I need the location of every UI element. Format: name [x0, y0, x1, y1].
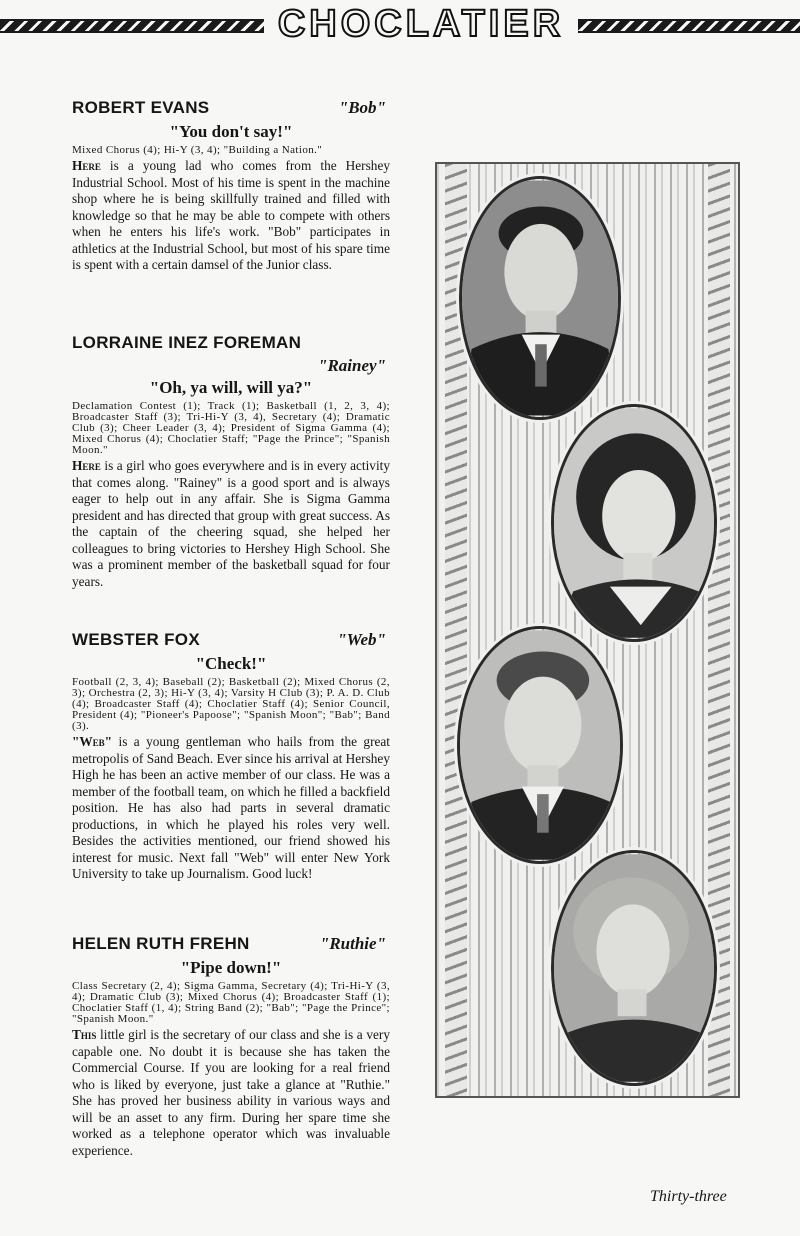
- bio-lead: This: [72, 1027, 97, 1042]
- senior-entry: [72, 333, 390, 590]
- senior-nickname: "Web": [337, 630, 386, 649]
- senior-entry: [72, 630, 390, 883]
- senior-activities: Declamation Contest (1); Track (1); Basketball (1, 2, 3, 4); Broadcaster Staff (3); Tri-Hi-Y (3, 4), Secretary (4); Dramatic Club (3); Cheer Leader (3, 4); President of Sigma Gamma (4); Mixed Chorus (4); Choclatier Staff; "Page the Prince"; "Spanish Moon.": [72, 400, 390, 456]
- senior-name: ROBERT EVANS: [72, 98, 210, 117]
- portrait-photo: [551, 404, 717, 642]
- senior-nickname: "Ruthie": [319, 934, 386, 953]
- page-header: [0, 0, 800, 48]
- portrait-photo: [551, 850, 717, 1086]
- senior-nickname: "Bob": [338, 98, 386, 117]
- senior-name: HELEN RUTH FREHN: [72, 934, 250, 953]
- senior-bio: [72, 1027, 390, 1159]
- portrait-panel: [435, 162, 740, 1098]
- senior-bio: [72, 734, 390, 883]
- senior-activities: Football (2, 3, 4); Baseball (2); Basketball (2); Mixed Chorus (2, 3); Orchestra (2, 3); Hi-Y (3, 4); Varsity H Club (3); P. A. D. Club (4); Broadcaster Staff (4); Choclatier Staff (4); Senior Council, President (4); "Pioneer's Papoose"; "Spanish Moon"; "Bab"; Band (3).: [72, 676, 390, 732]
- senior-quote: "Oh, ya will, will ya?": [149, 378, 313, 397]
- senior-entry: [72, 934, 390, 1159]
- senior-name: LORRAINE INEZ FOREMAN: [72, 333, 302, 352]
- senior-bio: [72, 158, 390, 274]
- portrait-photo: [457, 626, 623, 864]
- portrait-image: [460, 629, 620, 861]
- bio-text: is a young lad who comes from the Hershey Industrial School. Most of his time is spent in the machine shop where he is being skillfully trained and filled with knowledge so that he may be able to compete with others when he enters his life's work. "Bob" participates in athletics at the Industrial School, but most of his spare time is spent with a certain damsel of the Junior class.: [72, 158, 390, 272]
- senior-activities: Mixed Chorus (4); Hi-Y (3, 4); "Building a Nation.": [72, 144, 323, 156]
- senior-quote: "You don't say!": [169, 122, 293, 141]
- senior-name: WEBSTER FOX: [72, 630, 200, 649]
- bio-text: is a young gentleman who hails from the great metropolis of Sand Beach. Ever since his arrival at Hershey High he has been an active member of our class. He was a member of the football team, on which he filled a backfield position. He has also had parts in several dramatic productions, in which he played his roles very well. Besides the activities mentioned, our friend showed his interest for music. Next fall "Web" will enter New York University to take up Journalism. Good luck!: [72, 734, 390, 881]
- yearbook-title: CHOCLATIER: [277, 3, 565, 45]
- senior-entry: [72, 98, 390, 274]
- bio-lead: Here: [72, 158, 101, 173]
- senior-quote: "Check!": [195, 654, 267, 673]
- header-stripe-right: [578, 19, 800, 33]
- senior-activities: Class Secretary (2, 4); Sigma Gamma, Secretary (4); Tri-Hi-Y (3, 4); Dramatic Club (3); Mixed Chorus (4); Broadcaster Staff (1); Choclatier Staff (1, 4); String Band (2); "Bab"; "Page the Prince"; "Spanish Moon.": [72, 980, 390, 1025]
- header-stripe-left: [0, 19, 264, 33]
- bio-text: is a girl who goes everywhere and is in every activity that comes along. "Rainey" is a good sport and is always eager to help out in any affair. She is Sigma Gamma president and has directed that group with great success. As the captain of the cheering squad, she helped her colleagues to bring victories to Hershey High School. She was a prominent member of the basketball squad for four years.: [72, 458, 390, 589]
- bio-lead: Here: [72, 458, 101, 473]
- senior-nickname: "Rainey": [318, 356, 386, 375]
- page-number: Thirty-three: [650, 1188, 727, 1205]
- portrait-photo: [459, 176, 621, 420]
- bio-lead: "Web": [72, 734, 113, 749]
- portrait-image: [554, 407, 714, 639]
- portrait-image: [462, 179, 618, 417]
- bio-text: little girl is the secretary of our class and she is a very capable one. No doubt it is because she has taken the Commercial Course. If you are looking for a real friend who is liked by everyone, just take a glance at "Ruthie." She has proved her business ability in various ways and will be an asset to any firm. During her spare time she worked as a telephone operator which was invaluable experience.: [72, 1027, 390, 1158]
- senior-bio: [72, 458, 390, 590]
- portrait-image: [554, 853, 714, 1083]
- senior-quote: "Pipe down!": [180, 958, 282, 977]
